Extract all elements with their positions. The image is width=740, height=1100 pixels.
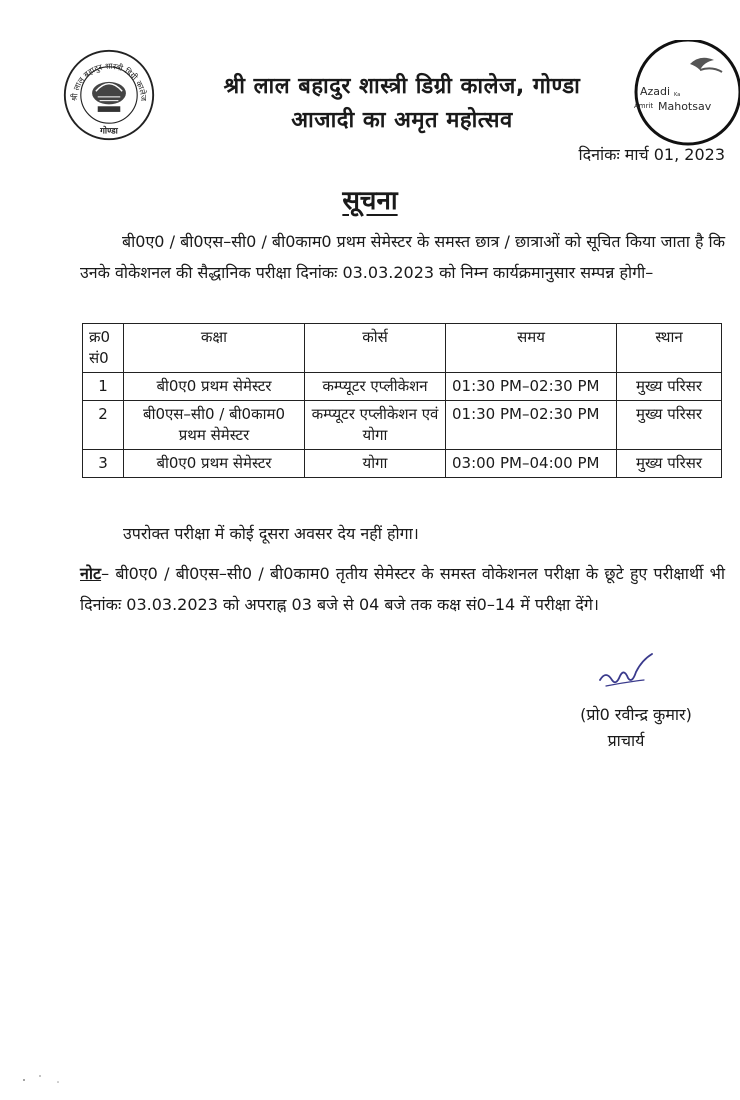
- cell-time: 01:30 PM–02:30 PM: [446, 401, 617, 450]
- cell-class: बी0ए0 प्रथम सेमेस्टर: [124, 450, 305, 478]
- mahotsav-subheading: आजादी का अमृत महोत्सव: [291, 108, 513, 133]
- handwritten-signature: [596, 650, 656, 695]
- svg-text:Azadi: Azadi: [640, 85, 671, 98]
- svg-text:गोण्डा: गोण्डा: [100, 125, 118, 136]
- cell-class: बी0ए0 प्रथम सेमेस्टर: [124, 373, 305, 401]
- table-row: [83, 401, 722, 450]
- svg-text:Ka: Ka: [674, 92, 681, 98]
- cell-serial: 3: [83, 450, 124, 478]
- cell-course: कम्प्यूटर एप्लीकेशन एवं योगा: [305, 401, 446, 450]
- header-venue: स्थान: [617, 324, 722, 373]
- header-course: कोर्स: [305, 324, 446, 373]
- college-seal-logo: [62, 48, 156, 142]
- exam-schedule-table: [82, 323, 722, 478]
- amrit-mahotsav-logo: [630, 40, 740, 150]
- table-header-row: [83, 324, 722, 373]
- cell-venue: मुख्य परिसर: [617, 450, 722, 478]
- svg-text:Mahotsav: Mahotsav: [658, 100, 712, 113]
- svg-text:Amrit: Amrit: [634, 102, 654, 110]
- cell-venue: मुख्य परिसर: [617, 373, 722, 401]
- cell-course: कम्प्यूटर एप्लीकेशन: [305, 373, 446, 401]
- note-paragraph: [80, 558, 725, 620]
- cell-serial: 1: [83, 373, 124, 401]
- svg-text:श्री लाल बहादुर शास्त्री डिग्र: श्री लाल बहादुर शास्त्री डिग्री कालेज: [69, 61, 149, 102]
- college-name-heading: श्री लाल बहादुर शास्त्री डिग्री कालेज, गोण्डा: [223, 74, 581, 99]
- header-time: समय: [446, 324, 617, 373]
- scan-specks: [18, 1070, 78, 1090]
- intro-paragraph: बी0ए0 / बी0एस–सी0 / बी0काम0 प्रथम सेमेस्टर के समस्त छात्र / छात्राओं को सूचित किया जाता है कि उनके वोकेशनल की सैद्धानिक परीक्षा दिनांकः 03.03.2023 को निम्न कार्यक्रमानुसार सम्पन्न होगी–: [80, 232, 725, 282]
- notice-date: दिनांकः मार्च 01, 2023: [578, 145, 725, 164]
- cell-course: योगा: [305, 450, 446, 478]
- signatory-name: (प्रो0 रवीन्द्र कुमार): [580, 705, 692, 724]
- cell-class: बी0एस–सी0 / बी0काम0 प्रथम सेमेस्टर: [124, 401, 305, 450]
- table-row: [83, 450, 722, 478]
- notice-title: सूचना: [342, 186, 398, 216]
- table-row: [83, 373, 722, 401]
- cell-time: 03:00 PM–04:00 PM: [446, 450, 617, 478]
- cell-venue: मुख्य परिसर: [617, 401, 722, 450]
- header-class: कक्षा: [124, 324, 305, 373]
- note-text: – बी0ए0 / बी0एस–सी0 / बी0काम0 तृतीय सेमेस्टर के समस्त वोकेशनल परीक्षा के छूटे हुए परीक्षार्थी भी दिनांकः 03.03.2023 को अपराह्न 03 बजे से 04 बजे तक कक्ष सं0–14 में परीक्षा देंगे।: [80, 564, 725, 614]
- cell-serial: 2: [83, 401, 124, 450]
- cell-time: 01:30 PM–02:30 PM: [446, 373, 617, 401]
- note-label: नोट: [80, 564, 102, 583]
- closing-line: उपरोक्त परीक्षा में कोई दूसरा अवसर देय नहीं होगा।: [123, 524, 419, 543]
- signatory-title: प्राचार्य: [607, 731, 645, 750]
- header-serial: क्र0 सं0: [83, 324, 124, 373]
